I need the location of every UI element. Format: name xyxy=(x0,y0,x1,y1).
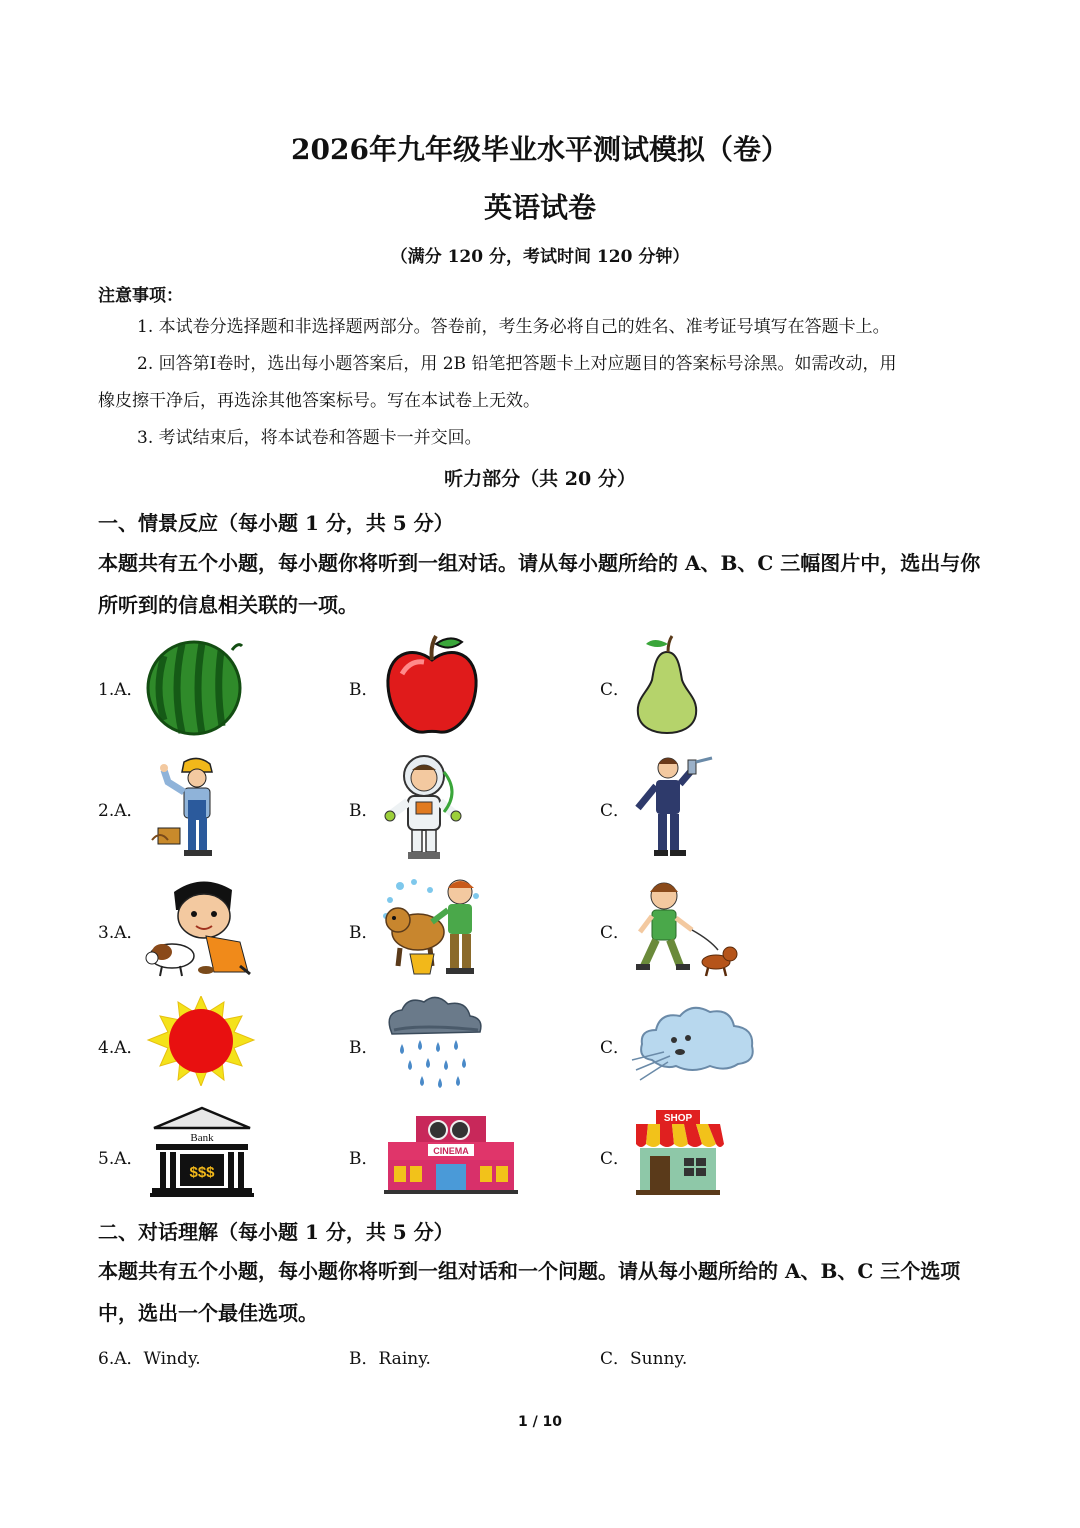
bank-icon xyxy=(150,1106,254,1198)
section2-instruction: 本题共有五个小题，每小题你将听到一组对话和一个问题。请从每小题所给的 A、B、C 三个选项中，选出一个最佳选项。 xyxy=(98,1259,961,1325)
exam-title: 2026年九年级毕业水平测试模拟（卷） xyxy=(291,133,789,166)
q5-a-label: 5.A． xyxy=(98,1149,144,1169)
shop-label: SHOP xyxy=(663,1113,693,1124)
q5-c-label: C． xyxy=(600,1149,631,1169)
q4-b-label: B． xyxy=(349,1038,379,1058)
bank-money-label: $$$ xyxy=(189,1164,215,1181)
q3-a-label: 3.A． xyxy=(98,923,144,943)
man-on-phone-icon xyxy=(632,752,716,862)
boy-washing-dog-icon xyxy=(380,876,486,980)
q1-c-label: C． xyxy=(600,680,631,700)
q2-a-label: 2.A． xyxy=(98,801,144,821)
boy-feeding-dog-icon xyxy=(144,876,262,980)
q4-a-label: 4.A． xyxy=(98,1038,144,1058)
notice-item-2: 2. 回答第Ⅰ卷时，选出每小题答案后，用 2B 铅笔把答题卡上对应题目的答案标号涂黑。如需改动，用 xyxy=(137,354,897,374)
astronaut-icon xyxy=(382,752,466,862)
q5-b-label: B． xyxy=(349,1149,379,1169)
section2-heading: 二、对话理解（每小题 1 分，共 5 分） xyxy=(98,1220,454,1244)
section1-instruction: 本题共有五个小题，每小题你将听到一组对话。请从每小题所给的 A、B、C 三幅图片中，选出与你所听到的信息相关联的一项。 xyxy=(98,551,981,617)
cinema-label: CINEMA xyxy=(433,1146,469,1156)
watermelon-icon xyxy=(144,636,244,736)
q1-b-label: B． xyxy=(349,680,379,700)
q6-option-a: 6.A．Windy. xyxy=(98,1349,201,1369)
bank-label: Bank xyxy=(190,1132,214,1144)
q3-b-label: B． xyxy=(349,923,379,943)
q4-c-label: C． xyxy=(600,1038,631,1058)
apple-icon xyxy=(382,634,482,738)
q6-option-b: B．Rainy. xyxy=(349,1349,431,1369)
boy-walking-dog-icon xyxy=(630,876,742,980)
q3-c-label: C． xyxy=(600,923,631,943)
exam-subtitle: 英语试卷 xyxy=(483,191,596,224)
notice-heading: 注意事项： xyxy=(98,286,183,306)
rain-cloud-icon xyxy=(382,994,484,1092)
notice-item-2-cont: 橡皮擦干净后，再选涂其他答案标号。写在本试卷上无效。 xyxy=(98,391,540,411)
listening-part-heading: 听力部分（共 20 分） xyxy=(444,468,636,490)
sun-icon xyxy=(146,996,256,1086)
notice-item-3: 3. 考试结束后，将本试卷和答题卡一并交回。 xyxy=(137,428,482,448)
cinema-icon xyxy=(384,1116,518,1194)
q2-b-label: B． xyxy=(349,801,379,821)
page-number: 1 / 10 xyxy=(517,1414,563,1430)
q1-a-label: 1.A． xyxy=(98,680,144,700)
shop-icon xyxy=(632,1110,724,1196)
pear-icon xyxy=(632,634,702,734)
windy-cloud-icon xyxy=(630,1000,762,1086)
q6-option-c: C．Sunny. xyxy=(600,1349,688,1369)
section1-heading: 一、情景反应（每小题 1 分，共 5 分） xyxy=(98,511,454,535)
worker-icon xyxy=(148,752,226,862)
score-info: （满分 120 分，考试时间 120 分钟） xyxy=(390,247,690,267)
q2-c-label: C． xyxy=(600,801,631,821)
notice-item-1: 1. 本试卷分选择题和非选择题两部分。答卷前，考生务必将自己的姓名、准考证号填写在答题卡上。 xyxy=(137,317,890,337)
